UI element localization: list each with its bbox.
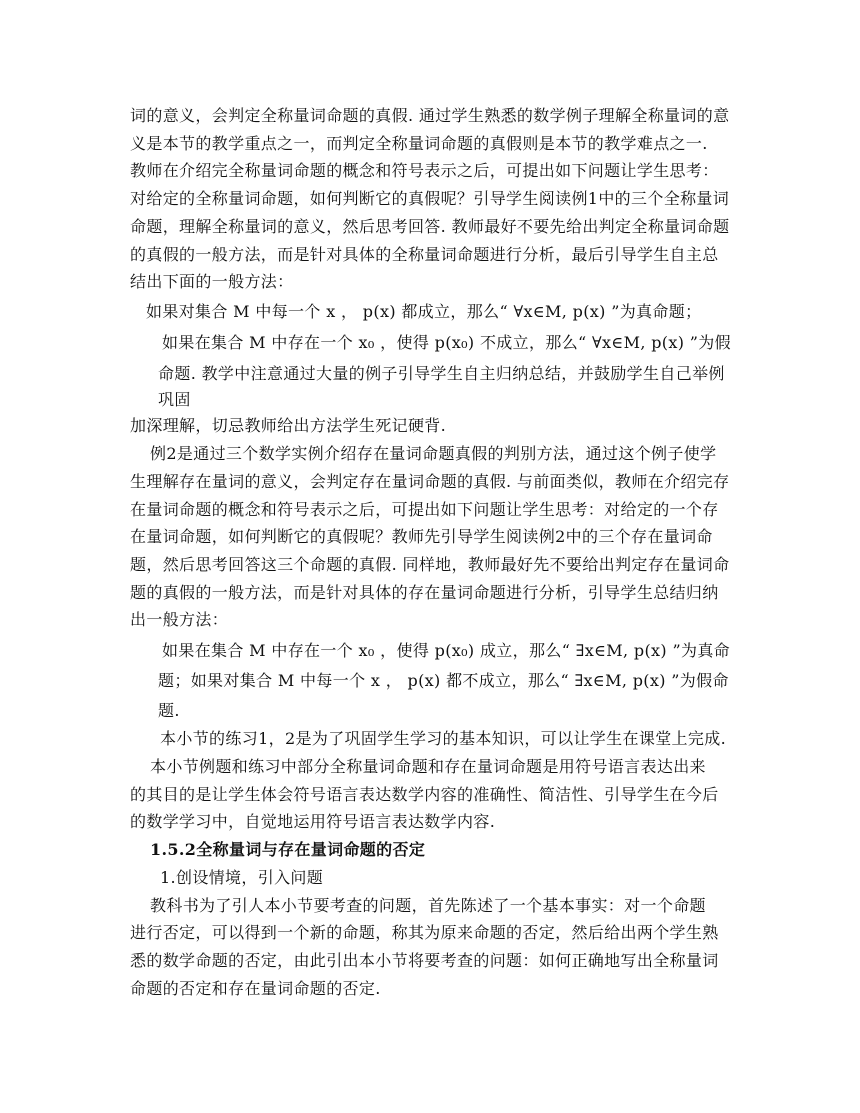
rule-line-universal-true: 如果对集合 M 中每一个 x ， p(x) 都成立，那么“ ∀x∈M, p(x) ”为真命题； xyxy=(146,302,702,321)
paragraph-line: 命题. 教学中注意通过大量的例子引导学生自主归纳总结，并鼓励学生自己举例 xyxy=(158,364,725,383)
paragraph-line: 结出下面的一般方法： xyxy=(130,272,294,291)
rule-line-existential-true: 如果在集合 M 中存在一个 x₀ ，使得 p(x₀) 成立，那么“ ∃x∈M, p(x) ”为真命 xyxy=(162,641,731,660)
paragraph-line: 命题，理解全称量词的意义，然后思考回答. 教师最好不要先给出判定全称量词命题 xyxy=(130,217,730,236)
paragraph-line: 教科书为了引人本小节要考查的问题，首先陈述了一个基本事实：对一个命题 xyxy=(150,896,706,915)
paragraph-line: 进行否定，可以得到一个新的命题，称其为原来命题的否定，然后给出两个学生熟 xyxy=(130,923,719,942)
paragraph-line: 对给定的全称量词命题，如何判断它的真假呢？引导学生阅读例1中的三个全称量词 xyxy=(130,189,730,208)
rule-line-universal-false: 如果在集合 M 中存在一个 x₀ ，使得 p(x₀) 不成立，那么“ ∀x∈M, p(x) ”为假 xyxy=(162,333,732,352)
paragraph-line: 词的意义，会判定全称量词命题的真假. 通过学生熟悉的数学例子理解全称量词的意 xyxy=(130,106,730,125)
paragraph-line: 加深理解，切忌教师给出方法学生死记硬背. xyxy=(130,416,447,435)
rule-line-existential-false: 题；如果对集合 M 中每一个 x ， p(x) 都不成立，那么“ ∃x∈M, p(x) ”为假命 xyxy=(158,671,729,690)
paragraph-line: 出一般方法： xyxy=(130,610,229,629)
subsection-heading: 1.创设情境，引入问题 xyxy=(160,868,324,887)
paragraph-line: 义是本节的教学重点之一，而判定全称量词命题的真假则是本节的教学难点之一. xyxy=(130,134,708,153)
paragraph-line: 命题的否定和存在量词命题的否定. xyxy=(130,979,381,998)
paragraph-line: 在量词命题，如何判断它的真假呢？教师先引导学生阅读例2中的三个存在量词命 xyxy=(130,527,713,546)
paragraph-line: 题. xyxy=(158,701,180,720)
paragraph-line: 巩固 xyxy=(158,390,191,409)
paragraph-line: 题的真假的一般方法，而是针对具体的存在量词命题进行分析，引导学生总结归纳 xyxy=(130,583,719,602)
paragraph-line: 本小节的练习1，2是为了巩固学生学习的基本知识，可以让学生在课堂上完成. xyxy=(160,729,727,748)
paragraph-line: 例2是通过三个数学实例介绍存在量词命题真假的判别方法，通过这个例子使学 xyxy=(150,444,717,463)
paragraph-line: 生理解存在量词的意义，会判定存在量词命题的真假. 与前面类似，教师在介绍完存 xyxy=(130,472,730,491)
paragraph-line: 悉的数学命题的否定，由此引出本小节将要考查的问题：如何正确地写出全称量词 xyxy=(130,951,719,970)
section-heading: 1.5.2全称量词与存在量词命题的否定 xyxy=(150,840,426,859)
paragraph-line: 在量词命题的概念和符号表示之后，可提出如下问题让学生思考：对给定的一个存 xyxy=(130,500,719,519)
paragraph-line: 的其目的是让学生体会符号语言表达数学内容的准确性、简洁性、引导学生在今后 xyxy=(130,785,719,804)
paragraph-line: 的真假的一般方法，而是针对具体的全称量词命题进行分析，最后引导学生自主总 xyxy=(130,245,719,264)
paragraph-line: 题，然后思考回答这三个命题的真假. 同样地，教师最好先不要给出判定存在量词命 xyxy=(130,555,730,574)
paragraph-line: 教师在介绍完全称量词命题的概念和符号表示之后，可提出如下问题让学生思考： xyxy=(130,161,719,180)
paragraph-line: 的数学学习中，自觉地运用符号语言表达数学内容. xyxy=(130,812,496,831)
paragraph-line: 本小节例题和练习中部分全称量词命题和存在量词命题是用符号语言表达出来 xyxy=(150,757,706,776)
